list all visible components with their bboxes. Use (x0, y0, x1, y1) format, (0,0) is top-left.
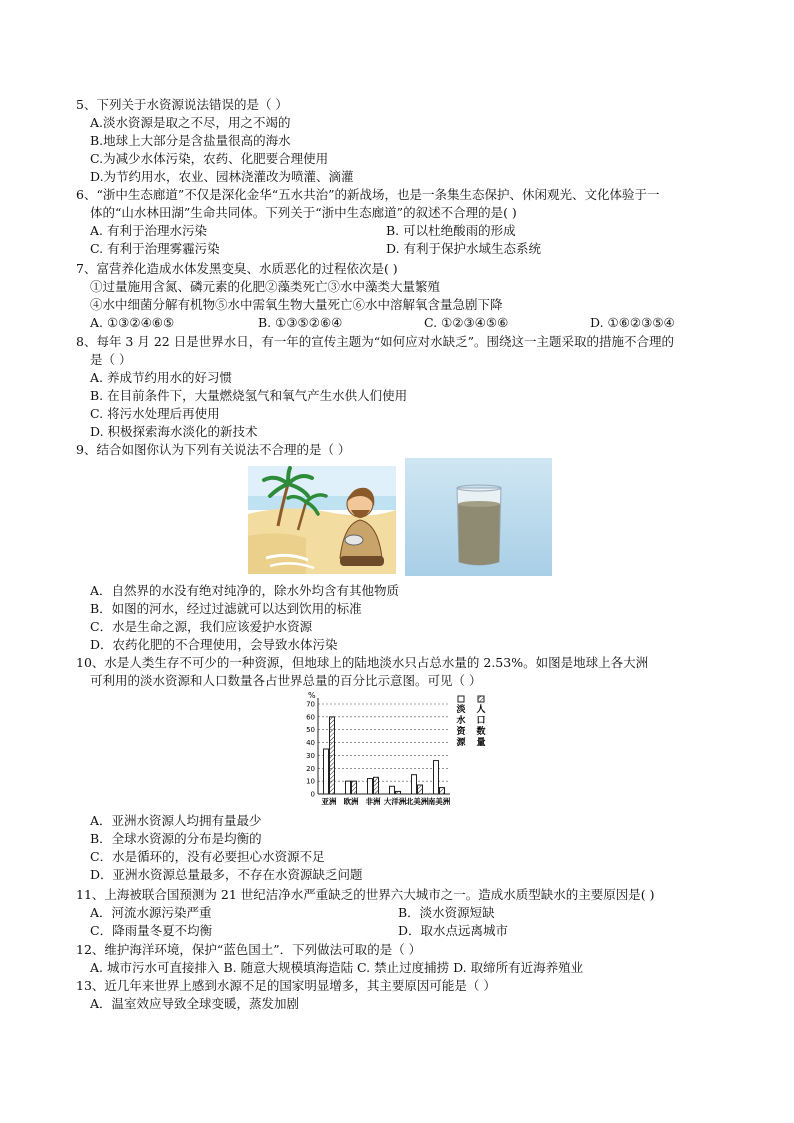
question-12-stem: 12、维护海洋环境，保护“蓝色国土”．下列做法可取的是（ ） (76, 942, 422, 957)
q5-option-b: B.地球上大部分是含盐量很高的海水 (90, 133, 291, 148)
legend-char: 量 (476, 738, 486, 748)
question-8-stem-line2: 是（ ） (90, 352, 132, 367)
legend-char: 人 (476, 705, 486, 715)
water-population-bar-chart (300, 690, 500, 810)
bar-population (374, 777, 379, 794)
q10-option-d: D．亚洲水资源总量最多，不存在水资源缺乏问题 (90, 867, 363, 882)
q7-process-line1: ①过量施用含氮、磷元素的化肥②藻类死亡③水中藻类大量繁殖 (90, 279, 441, 294)
y-axis-unit-label: % (308, 691, 316, 700)
x-category-label: 非洲 (365, 797, 381, 806)
y-tick-label: 0 (310, 790, 315, 799)
x-category-label: 大洋洲 (383, 797, 407, 806)
q11-option-c: C．降雨量冬夏不均衡 (90, 923, 213, 938)
q8-option-a: A. 养成节约用水的好习惯 (90, 370, 232, 385)
q7-option-c: C. ①②③④⑤⑥ (424, 315, 509, 330)
beaker-photo (405, 458, 552, 576)
legend-swatch-water (458, 696, 464, 702)
chart-axes (318, 698, 450, 794)
q9-option-d: D．农药化肥的不合理使用，会导致水体污染 (90, 637, 338, 652)
q7-option-d: D. ①⑥②③⑤④ (590, 315, 675, 330)
chart-grid (318, 704, 450, 781)
q7-process-line2: ④水中细菌分解有机物⑤水中需氧生物大量死亡⑥水中溶解氧含量急剧下降 (90, 297, 503, 312)
q5-option-d: D.为节约用水，农业、园林浇灌改为喷灌、滴灌 (90, 169, 354, 184)
x-category-label: 北美洲 (405, 797, 429, 806)
question-6-stem-line2: 体的“山水林田湖”生命共同体。下列关于“浙中生态廊道”的叙述不合理的是( ) (90, 205, 517, 220)
q6-option-b: B. 可以杜绝酸雨的形成 (386, 223, 516, 238)
legend-char: 资 (456, 727, 466, 737)
bar-water-resource (412, 775, 417, 794)
bar-water-resource (368, 779, 373, 794)
legend-char: 淡 (456, 705, 466, 715)
x-category-label: 亚洲 (321, 797, 337, 806)
q11-option-d: D．取水点远离城市 (398, 923, 509, 938)
y-tick-label: 30 (306, 751, 315, 760)
q6-option-d: D. 有利于保护水域生态系统 (386, 241, 542, 256)
question-7-stem: 7、富营养化造成水体发黑变臭、水质恶化的过程依次是( ) (76, 261, 398, 276)
beach-illustration (248, 466, 396, 574)
q11-option-a: A．河流水源污染严重 (90, 905, 212, 920)
question-8-stem-line1: 8、每年 3 月 22 日是世界水日，有一年的宣传主题为“如何应对水缺乏”。围绕这一主题采取的措施不合理的 (76, 334, 674, 349)
q5-option-c: C.为减少水体污染，农药、化肥要合理使用 (90, 151, 329, 166)
q13-option-a: A．温室效应导致全球变暖，蒸发加剧 (90, 996, 300, 1011)
q9-option-a: A．自然界的水没有绝对纯净的，除水外均含有其他物质 (90, 583, 400, 598)
q12-options: A. 城市污水可直接排入 B. 随意大规模填海造陆 C. 禁止过度捕捞 D. 取缔所有近海养殖业 (90, 960, 584, 975)
legend-text (456, 703, 485, 748)
legend-char: 水 (456, 716, 466, 726)
x-category-label: 欧洲 (343, 797, 359, 806)
bar-water-resource (324, 749, 329, 794)
legend-char: 数 (476, 727, 486, 737)
y-tick-label: 70 (306, 700, 315, 709)
legend-swatch-population (478, 696, 484, 702)
x-category-label: 南美洲 (427, 797, 451, 806)
bar-population (418, 785, 423, 794)
legend-char: 源 (456, 738, 466, 748)
q8-option-c: C. 将污水处理后再使用 (90, 406, 220, 421)
question-6-stem-line1: 6、“浙中生态廊道”不仅是深化金华“五水共治”的新战场，也是一条集生态保护、休闲观光、文化体验于一 (76, 187, 660, 202)
bar-water-resource (390, 786, 395, 794)
q8-option-d: D. 积极探索海水淡化的新技术 (90, 424, 258, 439)
q5-option-a: A.淡水资源是取之不尽，用之不竭的 (90, 115, 291, 130)
q11-option-b: B．淡水资源短缺 (398, 905, 495, 920)
q9-option-b: B．如图的河水，经过过滤就可以达到饮用的标准 (90, 601, 362, 616)
q9-option-c: C．水是生命之源，我们应该爱护水资源 (90, 619, 313, 634)
question-11-stem: 11、上海被联合国预测为 21 世纪洁净水严重缺乏的世界六大城市之一。造成水质型缺水的主要原因是( ) (76, 887, 655, 902)
q10-option-c: C．水是循环的，没有必要担心水资源不足 (90, 849, 325, 864)
q8-option-b: B. 在目前条件下，大量燃烧氢气和氧气产生水供人们使用 (90, 388, 408, 403)
question-13-stem: 13、近几年来世界上感到水源不足的国家明显增多，其主要原因可能是（ ） (76, 978, 496, 993)
legend-char: 口 (476, 716, 486, 726)
bar-water-resource (346, 781, 351, 794)
q7-option-a: A. ①③②④⑥⑤ (90, 315, 175, 330)
q7-option-b: B. ①③⑤②⑥④ (258, 315, 343, 330)
bar-population (330, 717, 335, 794)
y-tick-label: 20 (306, 764, 315, 773)
question-9-stem: 9、结合如图你认为下列有关说法不合理的是（ ） (76, 442, 351, 457)
y-tick-label: 40 (306, 739, 315, 748)
y-tick-label: 10 (306, 777, 315, 786)
q6-option-a: A. 有利于治理水污染 (90, 223, 207, 238)
question-10-stem-line1: 10、水是人类生存不可少的一种资源，但地球上的陆地淡水只占总水量的 2.53%。如图是地球上各大洲 (76, 655, 649, 670)
question-10-stem-line2: 可利用的淡水资源和人口数量各占世界总量的百分比示意图。可见（ ） (90, 673, 482, 688)
bar-water-resource (434, 761, 439, 794)
q10-option-a: A．亚洲水资源人均拥有量最少 (90, 813, 262, 828)
bar-population (440, 788, 445, 794)
y-tick-label: 60 (306, 713, 315, 722)
q6-option-c: C. 有利于治理雾霾污染 (90, 241, 220, 256)
question-5-stem: 5、下列关于水资源说法错误的是（ ） (76, 97, 288, 112)
q10-option-b: B．全球水资源的分布是均衡的 (90, 831, 262, 846)
y-tick-label: 50 (306, 726, 315, 735)
bar-population (352, 781, 357, 794)
